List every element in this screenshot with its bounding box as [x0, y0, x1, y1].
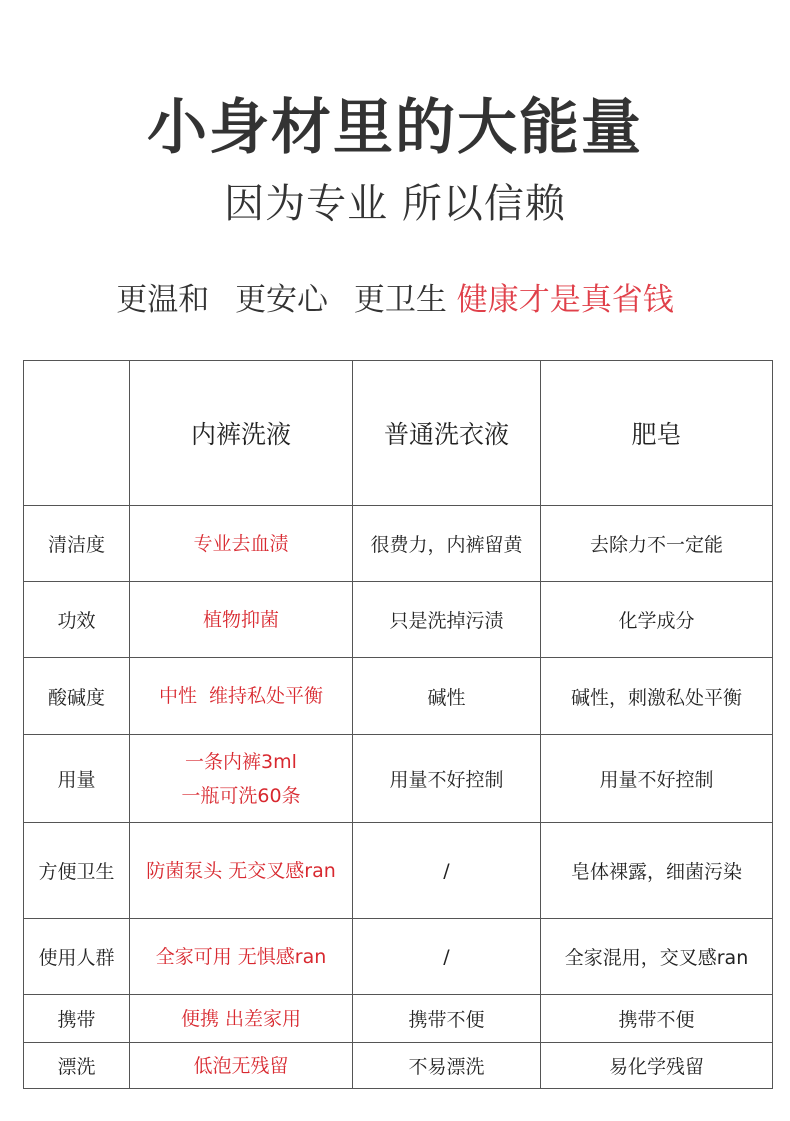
soap-cell: 用量不好控制 [541, 735, 773, 823]
product-cell [130, 1043, 353, 1089]
detergent-cell: 用量不好控制 [353, 735, 541, 823]
soap-cell: 皂体裸露，细菌污染 [541, 823, 773, 919]
tagline-highlight: 健康才是真省钱 [456, 282, 674, 318]
table-row [24, 582, 773, 658]
product-cell [130, 506, 353, 582]
product-cell-line: 低泡无残留 [193, 1054, 289, 1077]
product-cell [130, 919, 353, 995]
tagline-part-2: 更安心 [235, 282, 329, 318]
product-cell [130, 582, 353, 658]
table-row [24, 995, 773, 1043]
detergent-cell: / [353, 823, 541, 919]
tagline [0, 278, 790, 322]
product-cell [130, 823, 353, 919]
header-cell-soap: 肥皂 [541, 361, 773, 506]
detergent-cell: 很费力，内裤留黄 [353, 506, 541, 582]
detergent-cell: 碱性 [353, 658, 541, 735]
header-cell-detergent: 普通洗衣液 [353, 361, 541, 506]
table-header-row [24, 361, 773, 506]
tagline-part-3: 更卫生 [353, 282, 447, 318]
soap-cell: 化学成分 [541, 582, 773, 658]
row-label: 用量 [24, 735, 130, 823]
product-cell [130, 995, 353, 1043]
table-row [24, 658, 773, 735]
detergent-cell: 携带不便 [353, 995, 541, 1043]
detergent-cell: / [353, 919, 541, 995]
row-label: 携带 [24, 995, 130, 1043]
page-subtitle: 因为专业 所以信赖 [224, 181, 566, 227]
soap-cell: 易化学残留 [541, 1043, 773, 1089]
product-cell-line: 专业去血渍 [193, 532, 289, 555]
product-cell-line: 中性 维持私处平衡 [158, 685, 324, 707]
row-label: 酸碱度 [24, 658, 130, 735]
table-row [24, 823, 773, 919]
detergent-cell: 只是洗掉污渍 [353, 582, 541, 658]
row-label: 使用人群 [24, 919, 130, 995]
row-label: 方便卫生 [24, 823, 130, 919]
soap-cell: 携带不便 [541, 995, 773, 1043]
product-cell [130, 735, 353, 823]
table-row [24, 1043, 773, 1089]
table-row [24, 506, 773, 582]
soap-cell: 去除力不一定能 [541, 506, 773, 582]
row-label: 漂洗 [24, 1043, 130, 1089]
product-cell-line: 一条内裤3ml [185, 750, 297, 773]
table-row [24, 735, 773, 823]
header-cell-product: 内裤洗液 [130, 361, 353, 506]
soap-cell: 碱性，刺激私处平衡 [541, 658, 773, 735]
tagline-part-1: 更温和 [116, 282, 210, 318]
row-label: 清洁度 [24, 506, 130, 582]
product-cell-line: 植物抑菌 [202, 608, 279, 631]
product-cell-line: 便携 出差家用 [180, 1007, 302, 1030]
product-cell-line: 一瓶可洗60条 [181, 784, 301, 807]
product-cell-line: 全家可用 无惧感ran [155, 945, 327, 968]
row-label: 功效 [24, 582, 130, 658]
product-cell [130, 658, 353, 735]
soap-cell: 全家混用，交叉感ran [541, 919, 773, 995]
header-cell-empty [24, 361, 130, 506]
comparison-table [23, 360, 773, 1089]
product-cell-line: 防菌泵头 无交叉感ran [146, 859, 336, 882]
table-row [24, 919, 773, 995]
page-title: 小身材里的大能量 [147, 93, 643, 163]
detergent-cell: 不易漂洗 [353, 1043, 541, 1089]
